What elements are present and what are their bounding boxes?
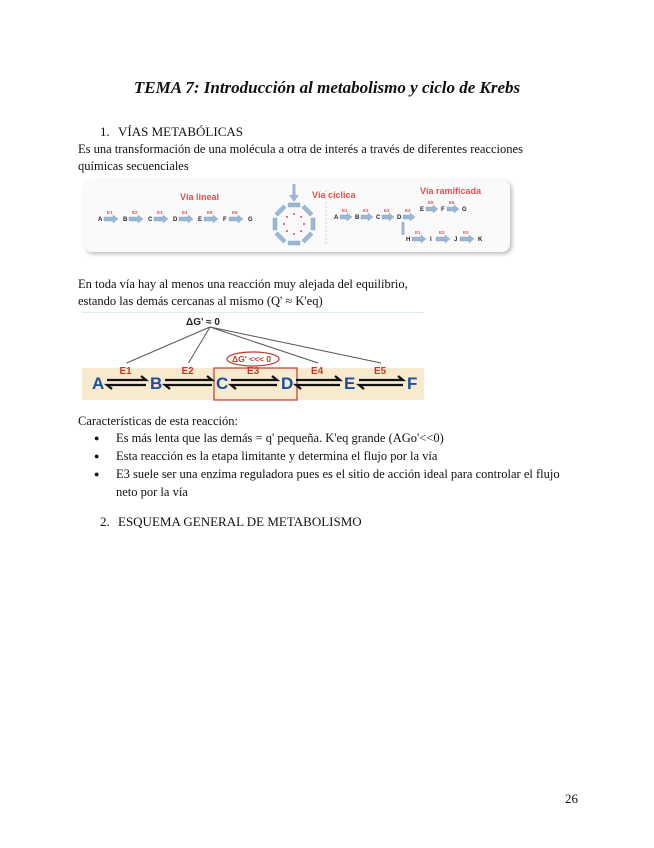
branched-node: G	[462, 207, 467, 213]
cyclic-enzyme-dot	[300, 216, 302, 218]
linear-node: D	[173, 217, 178, 223]
branched-node: D	[397, 215, 402, 221]
cyclic-pathway-label: Vía cíclica	[312, 190, 356, 200]
branched-enzyme-label: E3	[384, 208, 390, 213]
linear-step-arrow	[179, 215, 193, 223]
section-1-heading: VÍAS METABÓLICAS	[118, 124, 243, 139]
linear-node: E	[198, 217, 203, 223]
linear-enzyme-label: E5	[207, 210, 213, 215]
characteristic-item: ● E3 suele ser una enzima reguladora pues es el sitio de acción ideal para controlar el flujo	[116, 465, 586, 483]
branched-step-arrow	[361, 213, 373, 221]
delta-g-limit-label: ΔG' <<< 0	[232, 354, 272, 364]
linear-node: C	[148, 217, 153, 223]
limiting-step-figure	[82, 312, 424, 408]
cyclic-step-arrow	[288, 241, 300, 245]
delta-g-connector-line	[189, 327, 211, 363]
branched-lower-enzyme-label: E1	[415, 230, 421, 235]
branched-enzyme-label: E4	[405, 208, 411, 213]
linear-node: B	[123, 217, 128, 223]
linear-node: F	[223, 217, 227, 223]
branched-lower-arrow	[412, 235, 426, 243]
cyclic-enzyme-dot	[293, 213, 295, 215]
linear-pathway-label: Vía lineal	[180, 192, 220, 202]
metabolite-label: F	[407, 374, 418, 393]
linear-step-arrow	[154, 215, 168, 223]
pathway-types-figure	[84, 180, 510, 252]
cyclic-enzyme-dot	[300, 230, 302, 232]
delta-g-near-zero-label: ΔG' ≈ 0	[186, 317, 220, 328]
cyclic-step-arrow	[311, 218, 315, 230]
metabolite-label: A	[92, 374, 105, 393]
branched-lower-node: K	[478, 237, 483, 243]
branched-lower-node: J	[454, 237, 458, 243]
linear-step-arrow	[204, 215, 218, 223]
delta-g-connector-line	[127, 327, 211, 363]
linear-enzyme-label: E2	[132, 210, 138, 215]
page-title: TEMA 7: Introducción al metabolismo y ciclo de Krebs	[133, 78, 521, 97]
section-1-number: 1.	[100, 124, 110, 139]
branched-node: B	[355, 215, 360, 221]
page-number: 26	[565, 791, 578, 806]
linear-step-arrow	[129, 215, 143, 223]
branched-enzyme-label: E6	[449, 200, 455, 205]
branched-lower-node: H	[406, 237, 411, 243]
enzyme-label: E3	[247, 366, 260, 377]
branched-node: E	[420, 207, 425, 213]
branched-step-arrow	[403, 213, 415, 221]
metabolite-label: C	[216, 374, 229, 393]
linear-node: G	[248, 217, 253, 223]
characteristic-item: ● Es más lenta que las demás = q' pequeña. K'eq grande (AGo'<<0)	[116, 429, 586, 447]
branched-lower-node: I	[430, 237, 432, 243]
section-1-paragraph-line1: Es una transformación de una molécula a otra de interés a través de diferentes reacciones	[78, 142, 523, 156]
branched-step-arrow	[426, 205, 438, 213]
equilibrium-paragraph-line2: estando las demás cercanas al mismo (Q' ≈ K'eq)	[78, 294, 323, 308]
branched-lower-arrow	[460, 235, 474, 243]
linear-node: A	[98, 217, 103, 223]
cyclic-enzyme-dot	[286, 216, 288, 218]
section-2-number: 2.	[100, 514, 110, 529]
branched-pathway-label: Vía ramificada	[420, 186, 482, 196]
characteristic-item: ● Esta reacción es la etapa limitante y determina el flujo por la vía	[116, 447, 586, 465]
branched-step-arrow	[382, 213, 394, 221]
cyclic-step-arrow	[288, 203, 300, 207]
branched-node: C	[376, 215, 381, 221]
limiting-step-diagram	[82, 312, 424, 408]
metabolite-label: E	[344, 374, 356, 393]
cycle-entry-arrowhead	[289, 195, 299, 202]
cyclic-enzyme-dot	[303, 223, 305, 225]
linear-enzyme-label: E6	[232, 210, 238, 215]
branched-node: F	[441, 207, 445, 213]
branched-step-arrow	[340, 213, 352, 221]
characteristics-list	[116, 429, 586, 483]
cyclic-enzyme-dot	[286, 230, 288, 232]
branched-enzyme-label: E1	[342, 208, 348, 213]
enzyme-label: E1	[119, 366, 132, 377]
enzyme-label: E5	[374, 366, 387, 377]
branched-node: A	[334, 215, 339, 221]
linear-step-arrow	[229, 215, 243, 223]
cyclic-step-arrow	[302, 205, 313, 216]
branched-pathway	[334, 200, 483, 243]
section-2-heading: ESQUEMA GENERAL DE METABOLISMO	[118, 514, 362, 529]
metabolite-label: D	[281, 374, 294, 393]
enzyme-label: E4	[311, 366, 324, 377]
enzyme-label: E2	[181, 366, 194, 377]
cyclic-step-arrow	[273, 218, 277, 230]
cyclic-step-arrow	[302, 232, 313, 243]
linear-enzyme-label: E3	[157, 210, 163, 215]
cyclic-enzyme-dot	[293, 233, 295, 235]
branched-step-arrow	[447, 205, 459, 213]
branched-enzyme-label: E2	[363, 208, 369, 213]
branched-lower-arrow	[436, 235, 450, 243]
branched-enzyme-label: E5	[428, 200, 434, 205]
linear-enzyme-label: E4	[182, 210, 188, 215]
section-1-paragraph-line2: químicas secuenciales	[78, 159, 189, 173]
cyclic-step-arrow	[275, 232, 286, 243]
equilibrium-paragraph-line1: En toda vía hay al menos una reacción muy alejada del equilibrio,	[78, 277, 408, 291]
branched-lower-enzyme-label: E2	[439, 230, 445, 235]
linear-pathway	[98, 210, 253, 223]
characteristic-item-continuation: neto por la vía	[116, 485, 188, 499]
metabolite-label: B	[150, 374, 163, 393]
linear-step-arrow	[104, 215, 118, 223]
linear-enzyme-label: E1	[107, 210, 113, 215]
characteristics-intro: Características de esta reacción:	[78, 414, 238, 428]
branched-lower-enzyme-label: E3	[463, 230, 469, 235]
cyclic-enzyme-dot	[283, 223, 285, 225]
pathway-types-diagram	[84, 180, 510, 252]
cyclic-step-arrow	[275, 205, 286, 216]
